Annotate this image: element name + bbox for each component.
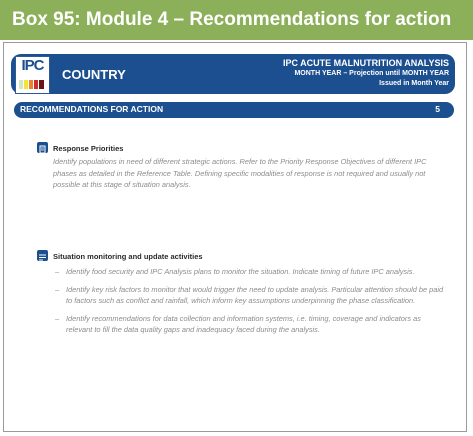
box-title-bar (0, 0, 473, 40)
country-name: COUNTRY (62, 67, 126, 82)
ipc-logo-text: IPC (21, 57, 44, 74)
issued-date: Issued in Month Year (379, 80, 449, 87)
ipc-logo (15, 56, 50, 94)
monitoring-icon (37, 250, 48, 261)
box-title: Box 95: Module 4 – Recommendations for action (12, 9, 452, 30)
analysis-period: MONTH YEAR – Projection until MONTH YEAR (294, 70, 449, 77)
list-item: – Identify recommendations for data collection and information systems, i.e. timing, coverage and indicators as relevant to fill the data quality gaps and inadequacy faced during the analysis. (55, 313, 421, 334)
response-priorities-icon (37, 142, 48, 153)
response-priorities-text: Identify populations in need of different strategic actions. Refer to the Priority Response Objectives of different IPC phases as detailed in the Reference Table. Defining specific modalities of response is not required and usually not possible at this stage of situation analysis. (53, 157, 427, 189)
section-number: 5 (435, 104, 440, 114)
section-bar (14, 102, 454, 118)
list-item-text: Identify recommendations for data collection and information systems, i.e. timing, coverage and indicators as relevant to fill the data quality gaps and inadequacy faced during the analysis. (66, 313, 421, 334)
analysis-title: IPC ACUTE MALNUTRITION ANALYSIS (282, 58, 449, 68)
list-item-text: Identify food security and IPC Analysis plans to monitor the situation. Indicate timing of future IPC analysis. (66, 267, 415, 276)
list-item: – Identify key risk factors to monitor that would trigger the need to update analysis. Particular attention should be paid to factors such as conflict and rainfall, which inform key assumptions underpinning the phase classification. (55, 284, 444, 305)
ipc-phase-colors (19, 80, 46, 89)
header-info (283, 58, 449, 89)
monitoring-list (55, 266, 445, 342)
monitoring-heading: Situation monitoring and update activities (53, 252, 203, 261)
document-frame (3, 42, 467, 432)
section-label: RECOMMENDATIONS FOR ACTION (20, 104, 164, 114)
list-item-text: Identify key risk factors to monitor that would trigger the need to update analysis. Particular attention should be paid to factors such as conflict and rainfall, which inform key assumptions underpinning the phase classification. (66, 284, 444, 305)
list-item: – Identify food security and IPC Analysis plans to monitor the situation. Indicate timing of future IPC analysis. (55, 267, 415, 276)
response-priorities-heading: Response Priorities (53, 144, 124, 153)
